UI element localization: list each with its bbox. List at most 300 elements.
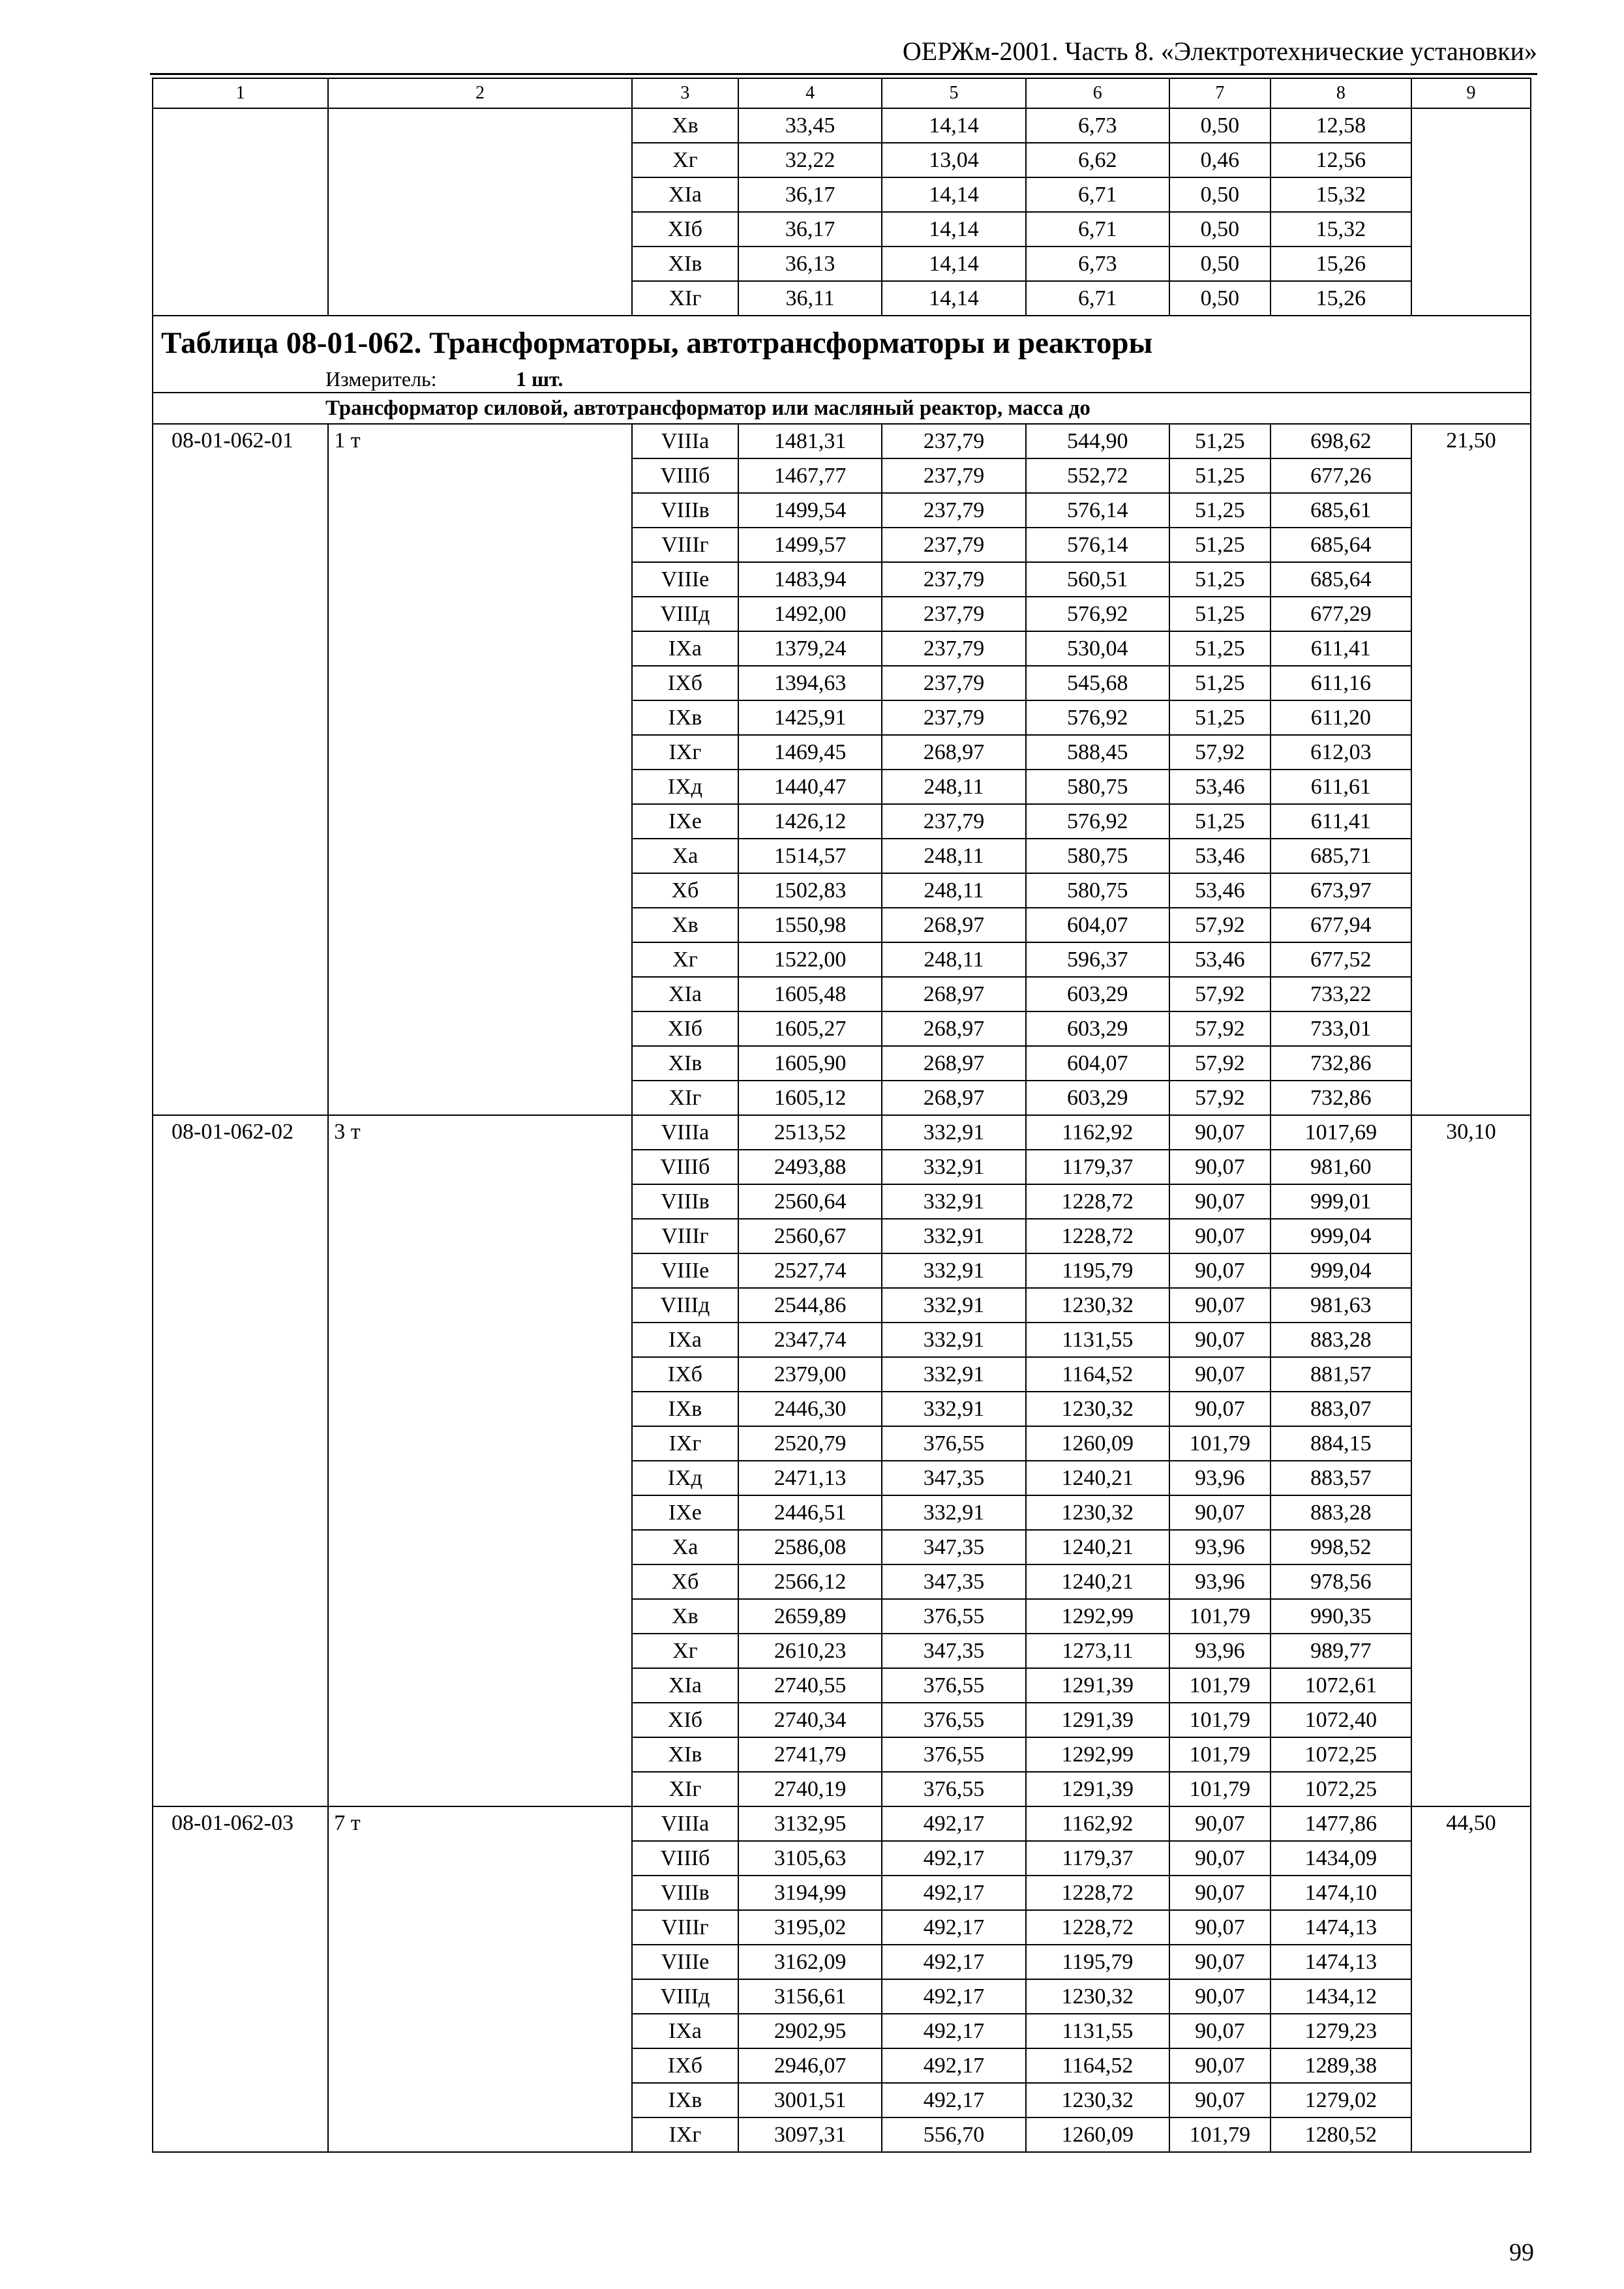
zone-cell: VIIIв	[632, 1184, 738, 1219]
value-cell: 237,79	[882, 597, 1025, 631]
value-cell: 611,41	[1271, 631, 1411, 666]
value-cell: 347,35	[882, 1564, 1025, 1599]
value-cell: 492,17	[882, 1876, 1025, 1910]
value-cell: 1279,23	[1271, 2014, 1411, 2048]
value-cell: 93,96	[1169, 1461, 1271, 1495]
value-cell: 1072,40	[1271, 1703, 1411, 1737]
value-cell: 2741,79	[738, 1737, 882, 1772]
value-cell: 1230,32	[1026, 1392, 1169, 1426]
value-cell: 90,07	[1169, 1910, 1271, 1945]
value-cell: 2586,08	[738, 1530, 882, 1564]
value-cell: 93,96	[1169, 1634, 1271, 1668]
value-cell: 268,97	[882, 977, 1025, 1011]
running-header: ОЕРЖм-2001. Часть 8. «Электротехнические установки»	[902, 37, 1537, 66]
value-cell: 14,14	[882, 212, 1025, 247]
value-cell: 237,79	[882, 666, 1025, 700]
value-cell: 596,37	[1026, 942, 1169, 977]
zone-cell: IXв	[632, 1392, 738, 1426]
zone-cell: Xг	[632, 143, 738, 177]
value-cell: 51,25	[1169, 562, 1271, 597]
value-cell: 1131,55	[1026, 1323, 1169, 1357]
value-cell: 332,91	[882, 1392, 1025, 1426]
value-cell: 248,11	[882, 839, 1025, 873]
value-cell: 492,17	[882, 2014, 1025, 2048]
value-cell: 12,58	[1271, 108, 1411, 143]
value-cell: 999,01	[1271, 1184, 1411, 1219]
value-cell: 3132,95	[738, 1806, 882, 1841]
value-cell: 3097,31	[738, 2117, 882, 2152]
value-cell: 15,32	[1271, 177, 1411, 212]
value-cell: 1230,32	[1026, 1979, 1169, 2014]
value-cell: 332,91	[882, 1288, 1025, 1323]
value-cell: 881,57	[1271, 1357, 1411, 1392]
zone-cell: IXб	[632, 1357, 738, 1392]
value-cell: 2379,00	[738, 1357, 882, 1392]
value-cell: 2493,88	[738, 1150, 882, 1184]
zone-cell: XIб	[632, 1703, 738, 1737]
table-row	[153, 1806, 1531, 1841]
value-cell: 2740,55	[738, 1668, 882, 1703]
value-cell: 677,94	[1271, 908, 1411, 942]
zone-cell: XIв	[632, 1737, 738, 1772]
value-cell: 268,97	[882, 908, 1025, 942]
value-cell: 1425,91	[738, 700, 882, 735]
value-cell: 51,25	[1169, 666, 1271, 700]
value-cell: 93,96	[1169, 1564, 1271, 1599]
value-cell: 1483,94	[738, 562, 882, 597]
value-cell: 611,20	[1271, 700, 1411, 735]
zone-cell: Xв	[632, 908, 738, 942]
header-rule	[150, 73, 1537, 75]
value-cell: 1469,45	[738, 735, 882, 770]
zone-cell: Xа	[632, 1530, 738, 1564]
value-cell: 14,14	[882, 108, 1025, 143]
zone-cell: VIIIг	[632, 1219, 738, 1253]
value-cell: 1195,79	[1026, 1945, 1169, 1979]
value-cell: 1273,11	[1026, 1634, 1169, 1668]
value-cell: 376,55	[882, 1772, 1025, 1806]
value-cell: 101,79	[1169, 1426, 1271, 1461]
value-cell: 2544,86	[738, 1288, 882, 1323]
value-cell: 1379,24	[738, 631, 882, 666]
value-cell: 2446,30	[738, 1392, 882, 1426]
zone-cell: IXв	[632, 2083, 738, 2117]
value-cell: 999,04	[1271, 1219, 1411, 1253]
value-cell: 999,04	[1271, 1253, 1411, 1288]
zone-cell: IXа	[632, 631, 738, 666]
value-cell: 1550,98	[738, 908, 882, 942]
rate-mass: 3 т	[328, 1115, 632, 1806]
zone-cell: VIIIе	[632, 562, 738, 597]
value-cell: 90,07	[1169, 1115, 1271, 1150]
value-cell: 492,17	[882, 2048, 1025, 2083]
value-cell: 51,25	[1169, 458, 1271, 493]
value-cell: 1230,32	[1026, 2083, 1169, 2117]
value-cell: 32,22	[738, 143, 882, 177]
value-cell: 2527,74	[738, 1253, 882, 1288]
value-cell: 1072,61	[1271, 1668, 1411, 1703]
value-cell: 347,35	[882, 1530, 1025, 1564]
zone-cell: VIIIб	[632, 1150, 738, 1184]
value-cell: 560,51	[1026, 562, 1169, 597]
value-cell: 237,79	[882, 424, 1025, 458]
value-cell: 6,73	[1026, 108, 1169, 143]
value-cell: 57,92	[1169, 1046, 1271, 1081]
rate-code: 08-01-062-01	[153, 424, 328, 1115]
zone-cell: XIа	[632, 177, 738, 212]
value-cell: 1394,63	[738, 666, 882, 700]
value-cell: 33,45	[738, 108, 882, 143]
value-cell: 51,25	[1169, 700, 1271, 735]
rate-code: 08-01-062-02	[153, 1115, 328, 1806]
value-cell: 332,91	[882, 1184, 1025, 1219]
value-cell: 884,15	[1271, 1426, 1411, 1461]
value-cell: 6,71	[1026, 281, 1169, 316]
value-cell: 0,50	[1169, 212, 1271, 247]
value-cell: 15,26	[1271, 247, 1411, 281]
value-cell: 3105,63	[738, 1841, 882, 1876]
value-cell: 1260,09	[1026, 1426, 1169, 1461]
value-cell: 90,07	[1169, 2048, 1271, 2083]
value-cell: 2610,23	[738, 1634, 882, 1668]
column-number: 9	[1411, 78, 1531, 108]
empty-col9-cell	[1411, 108, 1531, 316]
rate-mass: 7 т	[328, 1806, 632, 2152]
value-cell: 237,79	[882, 458, 1025, 493]
value-cell: 6,62	[1026, 143, 1169, 177]
value-cell: 0,50	[1169, 247, 1271, 281]
value-cell: 2560,67	[738, 1219, 882, 1253]
value-cell: 6,71	[1026, 212, 1169, 247]
value-cell: 53,46	[1169, 770, 1271, 804]
value-cell: 1291,39	[1026, 1703, 1169, 1737]
value-cell: 51,25	[1169, 597, 1271, 631]
value-cell: 603,29	[1026, 977, 1169, 1011]
value-cell: 732,86	[1271, 1081, 1411, 1115]
value-cell: 492,17	[882, 1910, 1025, 1945]
value-cell: 1162,92	[1026, 1806, 1169, 1841]
value-cell: 1434,12	[1271, 1979, 1411, 2014]
value-cell: 1179,37	[1026, 1150, 1169, 1184]
value-cell: 576,14	[1026, 528, 1169, 562]
value-cell: 51,25	[1169, 631, 1271, 666]
value-cell: 1164,52	[1026, 1357, 1169, 1392]
zone-cell: XIб	[632, 212, 738, 247]
value-cell: 2946,07	[738, 2048, 882, 2083]
table-row	[153, 424, 1531, 458]
value-cell: 685,64	[1271, 562, 1411, 597]
zone-cell: IXа	[632, 1323, 738, 1357]
value-cell: 1164,52	[1026, 2048, 1169, 2083]
value-cell: 1291,39	[1026, 1668, 1169, 1703]
value-cell: 611,16	[1271, 666, 1411, 700]
zone-cell: IXд	[632, 770, 738, 804]
value-cell: 981,60	[1271, 1150, 1411, 1184]
zone-cell: IXе	[632, 804, 738, 839]
value-cell: 1228,72	[1026, 1876, 1169, 1910]
value-cell: 604,07	[1026, 908, 1169, 942]
value-cell: 1260,09	[1026, 2117, 1169, 2152]
value-cell: 1279,02	[1271, 2083, 1411, 2117]
value-cell: 1499,54	[738, 493, 882, 528]
value-cell: 101,79	[1169, 1668, 1271, 1703]
meter-line	[153, 362, 1530, 392]
value-cell: 1289,38	[1271, 2048, 1411, 2083]
value-cell: 51,25	[1169, 424, 1271, 458]
value-cell: 3162,09	[738, 1945, 882, 1979]
value-cell: 53,46	[1169, 873, 1271, 908]
value-cell: 332,91	[882, 1219, 1025, 1253]
zone-cell: XIа	[632, 977, 738, 1011]
value-cell: 268,97	[882, 1081, 1025, 1115]
labor-value: 21,50	[1411, 424, 1531, 1115]
value-cell: 3194,99	[738, 1876, 882, 1910]
value-cell: 0,46	[1169, 143, 1271, 177]
value-cell: 1131,55	[1026, 2014, 1169, 2048]
rates-table	[152, 78, 1531, 2153]
value-cell: 347,35	[882, 1634, 1025, 1668]
value-cell: 1240,21	[1026, 1461, 1169, 1495]
value-cell: 14,14	[882, 177, 1025, 212]
value-cell: 677,52	[1271, 942, 1411, 977]
value-cell: 1499,57	[738, 528, 882, 562]
value-cell: 3195,02	[738, 1910, 882, 1945]
value-cell: 685,64	[1271, 528, 1411, 562]
column-number: 5	[882, 78, 1025, 108]
value-cell: 0,50	[1169, 281, 1271, 316]
value-cell: 1230,32	[1026, 1495, 1169, 1530]
value-cell: 1434,09	[1271, 1841, 1411, 1876]
value-cell: 376,55	[882, 1599, 1025, 1634]
value-cell: 1426,12	[738, 804, 882, 839]
value-cell: 492,17	[882, 1806, 1025, 1841]
zone-cell: IXг	[632, 735, 738, 770]
value-cell: 1474,13	[1271, 1910, 1411, 1945]
value-cell: 580,75	[1026, 839, 1169, 873]
empty-code-cell	[153, 108, 328, 316]
value-cell: 611,41	[1271, 804, 1411, 839]
value-cell: 733,22	[1271, 977, 1411, 1011]
zone-cell: XIб	[632, 1011, 738, 1046]
zone-cell: VIIIа	[632, 1115, 738, 1150]
value-cell: 3156,61	[738, 1979, 882, 2014]
value-cell: 698,62	[1271, 424, 1411, 458]
value-cell: 883,07	[1271, 1392, 1411, 1426]
value-cell: 6,71	[1026, 177, 1169, 212]
value-cell: 2902,95	[738, 2014, 882, 2048]
value-cell: 1514,57	[738, 839, 882, 873]
zone-cell: IXа	[632, 2014, 738, 2048]
value-cell: 1440,47	[738, 770, 882, 804]
column-number: 6	[1026, 78, 1169, 108]
value-cell: 1017,69	[1271, 1115, 1411, 1150]
value-cell: 90,07	[1169, 1392, 1271, 1426]
zone-cell: XIг	[632, 281, 738, 316]
value-cell: 492,17	[882, 1979, 1025, 2014]
value-cell: 673,97	[1271, 873, 1411, 908]
section-heading: Трансформатор силовой, автотрансформатор или масляный реактор, масса до	[153, 393, 1531, 424]
zone-cell: VIIIе	[632, 1253, 738, 1288]
value-cell: 990,35	[1271, 1599, 1411, 1634]
value-cell: 90,07	[1169, 1323, 1271, 1357]
value-cell: 2659,89	[738, 1599, 882, 1634]
zone-cell: Xг	[632, 942, 738, 977]
value-cell: 376,55	[882, 1737, 1025, 1772]
value-cell: 2446,51	[738, 1495, 882, 1530]
value-cell: 13,04	[882, 143, 1025, 177]
value-cell: 1280,52	[1271, 2117, 1411, 2152]
column-number: 8	[1271, 78, 1411, 108]
zone-cell: XIа	[632, 1668, 738, 1703]
value-cell: 14,14	[882, 281, 1025, 316]
value-cell: 576,92	[1026, 597, 1169, 631]
table-row	[153, 1115, 1531, 1150]
value-cell: 677,29	[1271, 597, 1411, 631]
zone-cell: IXе	[632, 1495, 738, 1530]
labor-value: 44,50	[1411, 1806, 1531, 2152]
value-cell: 90,07	[1169, 1150, 1271, 1184]
value-cell: 0,50	[1169, 177, 1271, 212]
value-cell: 2560,64	[738, 1184, 882, 1219]
value-cell: 57,92	[1169, 735, 1271, 770]
value-cell: 580,75	[1026, 770, 1169, 804]
value-cell: 576,92	[1026, 700, 1169, 735]
value-cell: 237,79	[882, 528, 1025, 562]
value-cell: 2740,34	[738, 1703, 882, 1737]
column-number: 3	[632, 78, 738, 108]
value-cell: 883,57	[1271, 1461, 1411, 1495]
value-cell: 237,79	[882, 631, 1025, 666]
value-cell: 989,77	[1271, 1634, 1411, 1668]
zone-cell: VIIIе	[632, 1945, 738, 1979]
value-cell: 90,07	[1169, 1357, 1271, 1392]
column-number: 4	[738, 78, 882, 108]
value-cell: 101,79	[1169, 1599, 1271, 1634]
value-cell: 90,07	[1169, 1219, 1271, 1253]
value-cell: 57,92	[1169, 977, 1271, 1011]
zone-cell: VIIIа	[632, 1806, 738, 1841]
meter-label: Измеритель:	[325, 367, 437, 391]
value-cell: 248,11	[882, 942, 1025, 977]
table-row	[153, 108, 1531, 143]
value-cell: 1072,25	[1271, 1772, 1411, 1806]
value-cell: 580,75	[1026, 873, 1169, 908]
value-cell: 1474,10	[1271, 1876, 1411, 1910]
zone-cell: VIIIа	[632, 424, 738, 458]
value-cell: 1502,83	[738, 873, 882, 908]
value-cell: 53,46	[1169, 839, 1271, 873]
value-cell: 347,35	[882, 1461, 1025, 1495]
zone-cell: VIIIд	[632, 1979, 738, 2014]
value-cell: 1481,31	[738, 424, 882, 458]
value-cell: 612,03	[1271, 735, 1411, 770]
value-cell: 6,73	[1026, 247, 1169, 281]
value-cell: 883,28	[1271, 1323, 1411, 1357]
value-cell: 332,91	[882, 1323, 1025, 1357]
value-cell: 1522,00	[738, 942, 882, 977]
value-cell: 2566,12	[738, 1564, 882, 1599]
zone-cell: VIIIг	[632, 528, 738, 562]
value-cell: 332,91	[882, 1115, 1025, 1150]
value-cell: 12,56	[1271, 143, 1411, 177]
value-cell: 248,11	[882, 770, 1025, 804]
page-number: 99	[1509, 2239, 1534, 2266]
value-cell: 1291,39	[1026, 1772, 1169, 1806]
value-cell: 1228,72	[1026, 1219, 1169, 1253]
value-cell: 1162,92	[1026, 1115, 1169, 1150]
value-cell: 1292,99	[1026, 1599, 1169, 1634]
value-cell: 57,92	[1169, 1011, 1271, 1046]
value-cell: 1230,32	[1026, 1288, 1169, 1323]
value-cell: 1228,72	[1026, 1184, 1169, 1219]
value-cell: 544,90	[1026, 424, 1169, 458]
rate-mass: 1 т	[328, 424, 632, 1115]
value-cell: 36,17	[738, 212, 882, 247]
value-cell: 268,97	[882, 735, 1025, 770]
value-cell: 332,91	[882, 1495, 1025, 1530]
zone-cell: Xв	[632, 108, 738, 143]
value-cell: 268,97	[882, 1046, 1025, 1081]
zone-cell: IXб	[632, 2048, 738, 2083]
labor-value: 30,10	[1411, 1115, 1531, 1806]
value-cell: 90,07	[1169, 1184, 1271, 1219]
value-cell: 603,29	[1026, 1081, 1169, 1115]
zone-cell: IXб	[632, 666, 738, 700]
value-cell: 1072,25	[1271, 1737, 1411, 1772]
value-cell: 981,63	[1271, 1288, 1411, 1323]
zone-cell: VIIIб	[632, 1841, 738, 1876]
zone-cell: VIIIв	[632, 1876, 738, 1910]
value-cell: 51,25	[1169, 493, 1271, 528]
value-cell: 14,14	[882, 247, 1025, 281]
value-cell: 90,07	[1169, 2083, 1271, 2117]
value-cell: 90,07	[1169, 1841, 1271, 1876]
value-cell: 36,13	[738, 247, 882, 281]
value-cell: 545,68	[1026, 666, 1169, 700]
empty-name-cell	[328, 108, 632, 316]
value-cell: 36,17	[738, 177, 882, 212]
value-cell: 332,91	[882, 1150, 1025, 1184]
value-cell: 1477,86	[1271, 1806, 1411, 1841]
zone-cell: XIг	[632, 1081, 738, 1115]
value-cell: 237,79	[882, 562, 1025, 597]
value-cell: 90,07	[1169, 1806, 1271, 1841]
rate-code: 08-01-062-03	[153, 1806, 328, 2152]
value-cell: 332,91	[882, 1357, 1025, 1392]
value-cell: 1179,37	[1026, 1841, 1169, 1876]
value-cell: 376,55	[882, 1668, 1025, 1703]
value-cell: 1467,77	[738, 458, 882, 493]
value-cell: 2471,13	[738, 1461, 882, 1495]
value-cell: 376,55	[882, 1703, 1025, 1737]
value-cell: 998,52	[1271, 1530, 1411, 1564]
zone-cell: VIIIд	[632, 597, 738, 631]
value-cell: 3001,51	[738, 2083, 882, 2117]
value-cell: 15,26	[1271, 281, 1411, 316]
value-cell: 51,25	[1169, 528, 1271, 562]
zone-cell: VIIIг	[632, 1910, 738, 1945]
value-cell: 2513,52	[738, 1115, 882, 1150]
value-cell: 53,46	[1169, 942, 1271, 977]
value-cell: 1240,21	[1026, 1530, 1169, 1564]
zone-cell: VIIIд	[632, 1288, 738, 1323]
zone-cell: IXг	[632, 1426, 738, 1461]
value-cell: 101,79	[1169, 2117, 1271, 2152]
value-cell: 332,91	[882, 1253, 1025, 1288]
zone-cell: Xг	[632, 1634, 738, 1668]
value-cell: 2740,19	[738, 1772, 882, 1806]
value-cell: 2520,79	[738, 1426, 882, 1461]
